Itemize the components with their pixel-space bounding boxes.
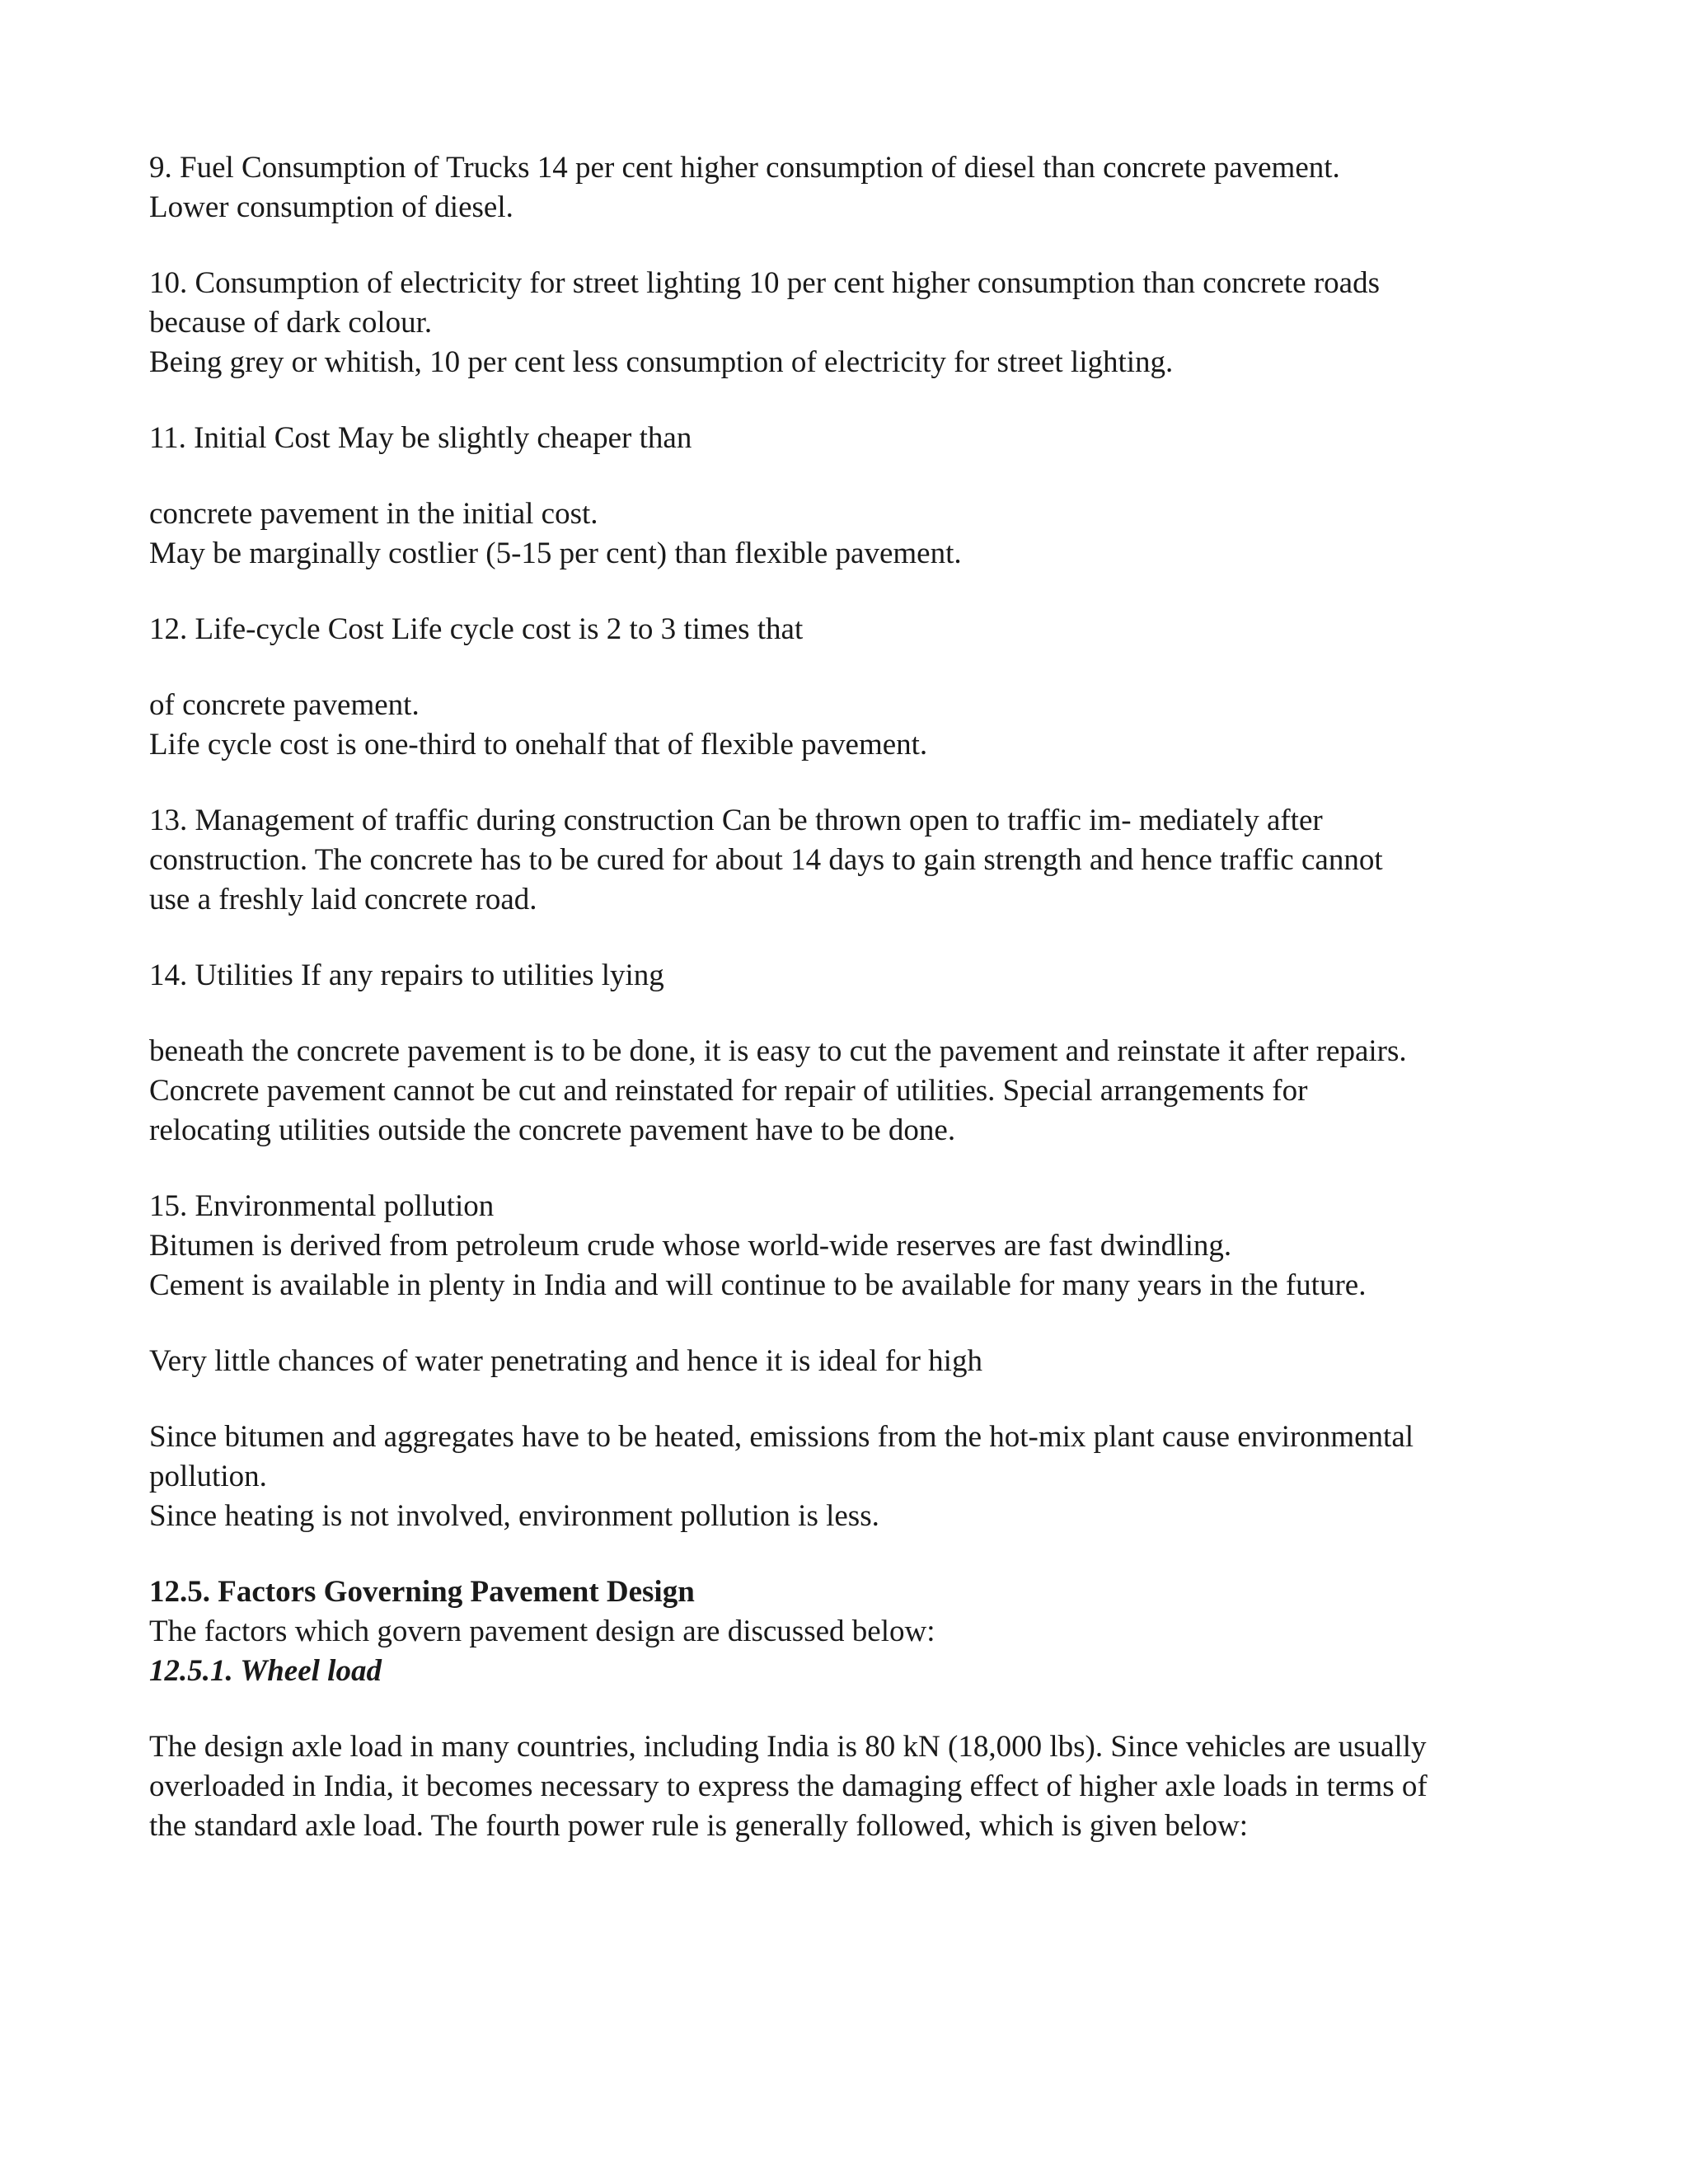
text-line: 9. Fuel Consumption of Trucks 14 per cent higher consumption of diesel than concrete pavement. [149, 151, 1340, 185]
paragraph-design-axle-load [149, 1727, 1567, 1846]
text-line: Bitumen is derived from petroleum crude whose world-wide reserves are fast dwindling. [149, 1229, 1232, 1263]
section-heading: 12.5. Factors Governing Pavement Design [149, 1575, 695, 1609]
paragraph-electricity-consumption [149, 264, 1567, 382]
paragraph-fuel-consumption [149, 148, 1567, 227]
text-line: use a freshly laid concrete road. [149, 883, 537, 916]
paragraph-initial-cost-continued [149, 494, 1567, 574]
paragraph-utilities [149, 956, 1567, 996]
subsection-heading: 12.5.1. Wheel load [149, 1654, 382, 1688]
text-line: Life cycle cost is one-third to onehalf that of flexible pavement. [149, 728, 928, 762]
text-line: Being grey or whitish, 10 per cent less consumption of electricity for street lighting. [149, 345, 1174, 379]
text-line: Very little chances of water penetrating and hence it is ideal for high [149, 1344, 982, 1378]
text-line: Concrete pavement cannot be cut and reinstated for repair of utilities. Special arrangements for [149, 1074, 1308, 1108]
text-line: Cement is available in plenty in India and will continue to be available for many years in the future. [149, 1268, 1367, 1302]
text-line: concrete pavement in the initial cost. [149, 497, 598, 531]
paragraph-water-penetration [149, 1342, 1567, 1381]
text-line: Since heating is not involved, environment pollution is less. [149, 1499, 879, 1533]
text-line: the standard axle load. The fourth power rule is generally followed, which is given below: [149, 1809, 1248, 1843]
text-line: May be marginally costlier (5-15 per cent) than flexible pavement. [149, 537, 962, 570]
text-line: relocating utilities outside the concrete pavement have to be done. [149, 1113, 956, 1147]
paragraph-environmental-pollution [149, 1187, 1567, 1305]
section-intro: The factors which govern pavement design are discussed below: [149, 1615, 935, 1648]
paragraph-utilities-continued [149, 1032, 1567, 1151]
text-line: 14. Utilities If any repairs to utilities lying [149, 958, 664, 992]
paragraph-traffic-management [149, 801, 1567, 920]
text-line: pollution. [149, 1460, 267, 1493]
text-line: The design axle load in many countries, including India is 80 kN (18,000 lbs). Since vehicles are usually [149, 1730, 1427, 1764]
text-line: because of dark colour. [149, 306, 433, 340]
text-line: 15. Environmental pollution [149, 1189, 495, 1223]
text-line: Lower consumption of diesel. [149, 190, 513, 224]
text-line: construction. The concrete has to be cured for about 14 days to gain strength and hence traffic cannot [149, 843, 1383, 877]
paragraph-initial-cost [149, 419, 1567, 458]
text-line: of concrete pavement. [149, 688, 420, 722]
paragraph-life-cycle-cost [149, 610, 1567, 649]
document-page [149, 148, 1567, 1882]
text-line: 13. Management of traffic during construction Can be thrown open to traffic im- mediately after [149, 804, 1323, 837]
paragraph-emissions [149, 1418, 1567, 1536]
text-line: 10. Consumption of electricity for street lighting 10 per cent higher consumption than concrete roads [149, 266, 1380, 300]
paragraph-life-cycle-cost-continued [149, 686, 1567, 765]
text-line: 11. Initial Cost May be slightly cheaper than [149, 421, 692, 455]
section-factors-governing-design [149, 1572, 1567, 1691]
text-line: beneath the concrete pavement is to be done, it is easy to cut the pavement and reinstate it after repairs. [149, 1034, 1407, 1068]
text-line: 12. Life-cycle Cost Life cycle cost is 2 to 3 times that [149, 612, 804, 646]
text-line: overloaded in India, it becomes necessary to express the damaging effect of higher axle loads in terms of [149, 1769, 1428, 1803]
text-line: Since bitumen and aggregates have to be heated, emissions from the hot-mix plant cause environmental [149, 1420, 1414, 1454]
